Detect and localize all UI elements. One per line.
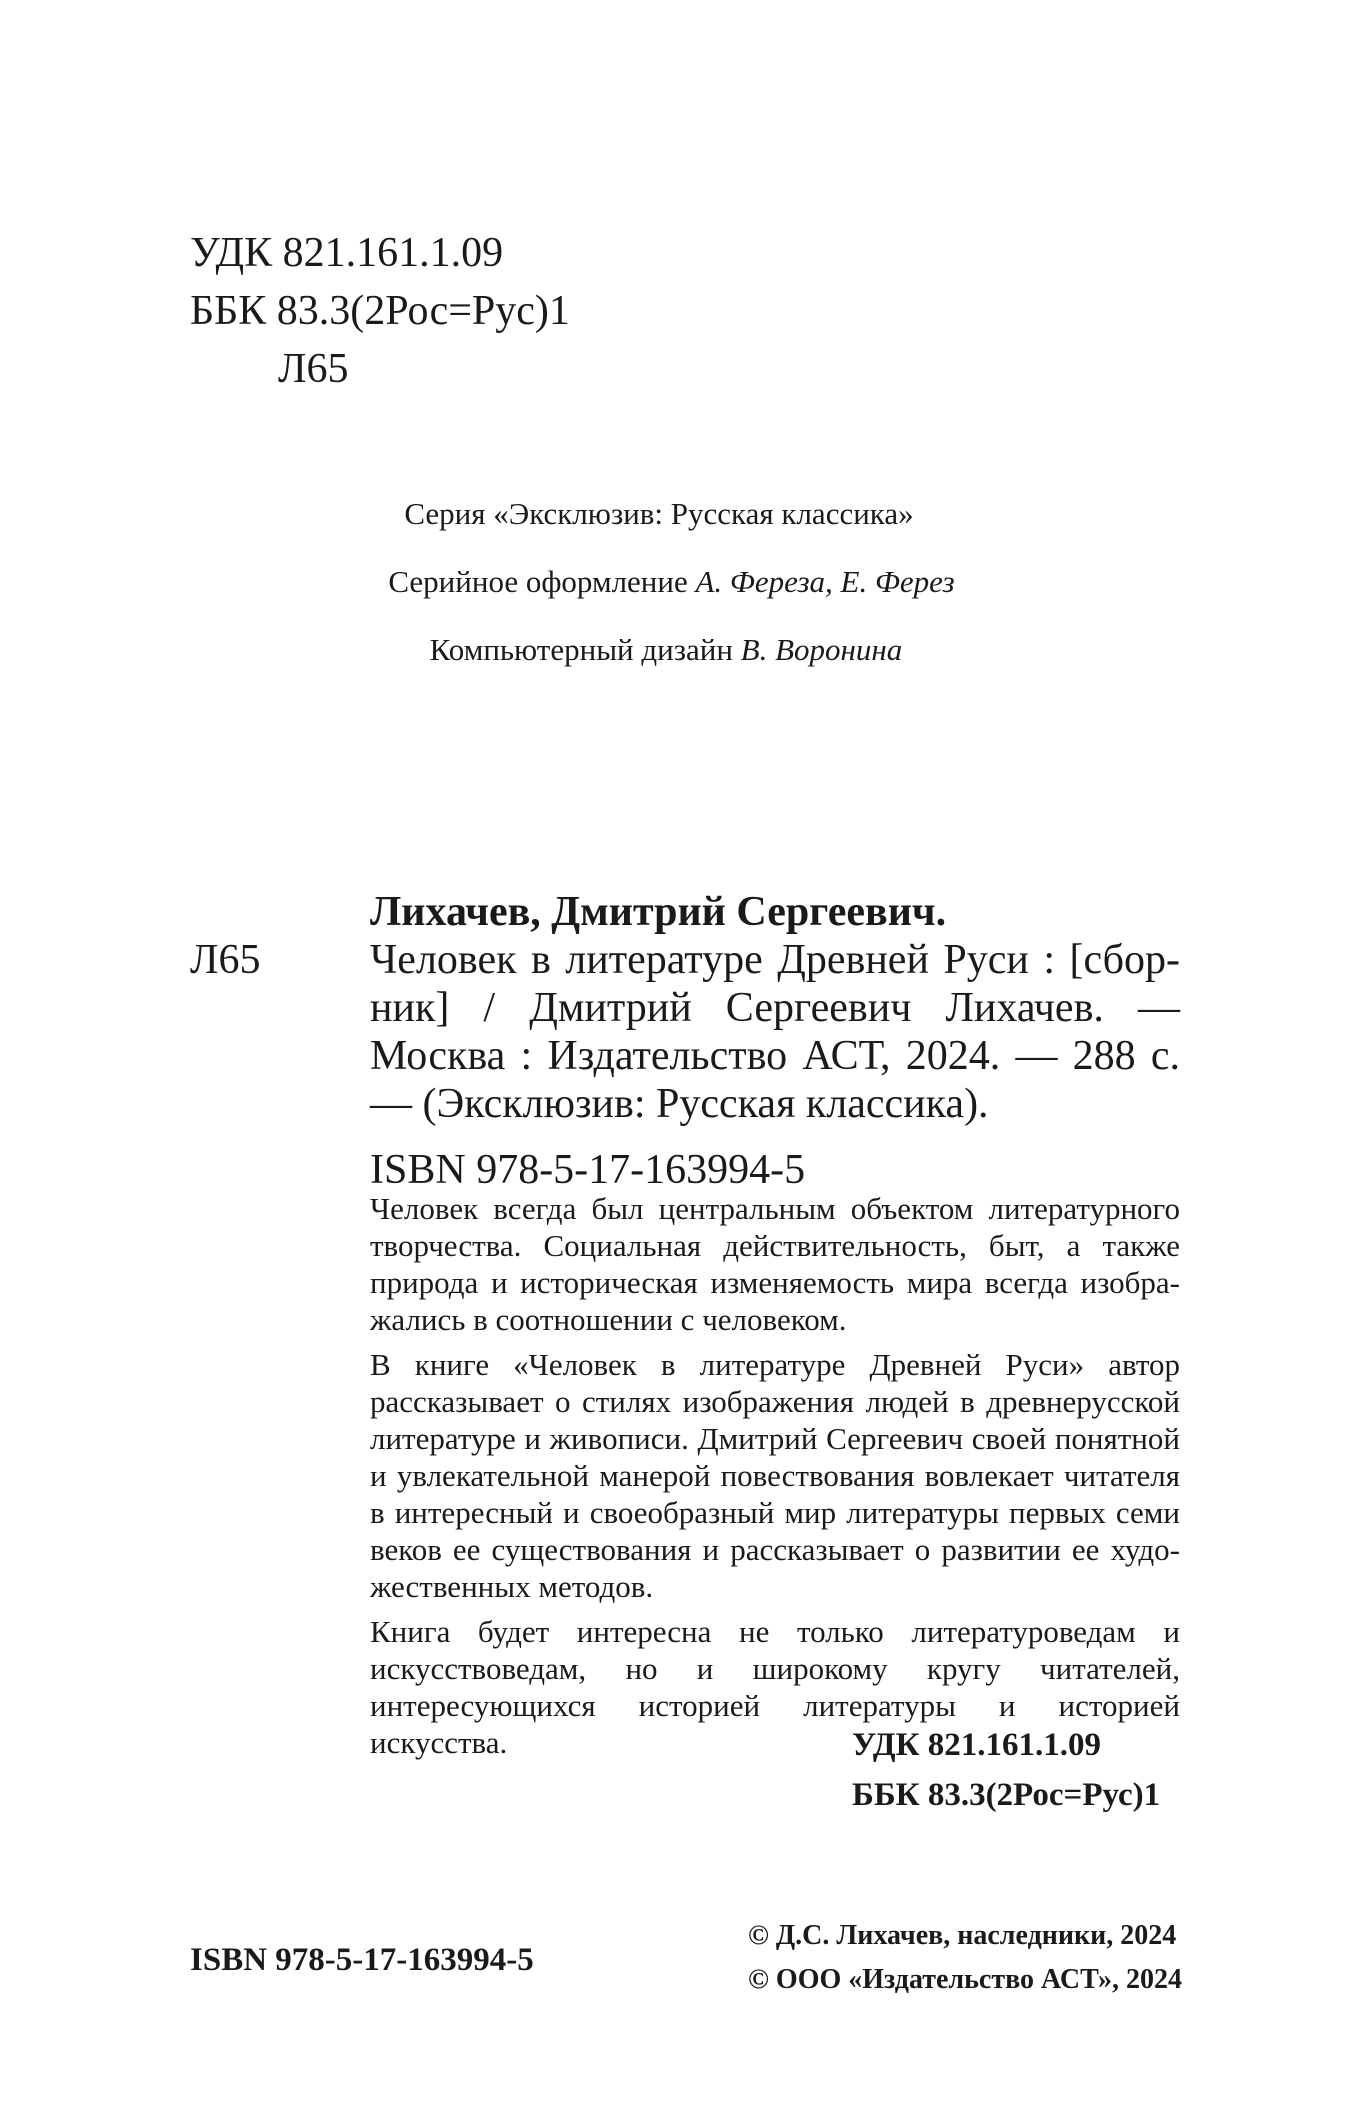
copyright-publisher: © ООО «Издательство АСТ», 2024	[748, 1964, 1183, 1995]
copyright-block	[748, 1914, 1182, 2002]
annotation-paragraph: Книга будет интересна не только литературоведам и искусствоведам, но и широкому кругу читателей, интересующихся историей литературы и историей искусства.	[370, 1614, 1180, 1760]
bbk-code: ББК 83.3(2Рос=Рус)1	[190, 288, 570, 334]
entry-isbn: ISBN 978-5-17-163994-5	[370, 1147, 806, 1193]
bottom-classification-codes	[852, 1720, 1160, 1820]
design-names: А. Фереза, Е. Ферез	[695, 564, 955, 599]
design-label: Серийное оформление	[388, 564, 688, 599]
udk-code: УДК 821.161.1.09	[190, 230, 504, 276]
annotation-paragraph: В книге «Человек в литературе Древней Руси» автор рассказывает о стилях изображения людей в древнерусской литературе и живописи. Дмитрий Сергеевич своей понятной и увлекательной манерой повествования вовлекает читателя в интересный и своеобразный мир литературы первых семи веков ее существования и рассказывает о развитии ее художественных методов.	[370, 1347, 1180, 1604]
entry-author: Лихачев, Дмитрий Сергеевич.	[370, 889, 947, 935]
series-line: Серия «Эксклюзив: Русская классика»	[404, 496, 914, 531]
entry-description: Человек в литературе Древней Руси : [сборник] / Дмитрий Сергеевич Лихачев. — Москва : Издательство АСТ, 2024. — 288 с. — (Эксклюзив: Русская классика).	[370, 937, 1180, 1127]
annotation-paragraph: Человек всегда был центральным объектом литературного творчества. Социальная действительность, быт, а также природа и историческая изменяемость мира всегда изображались в соотношении с человеком.	[370, 1191, 1180, 1337]
computer-design-label: Компьютерный дизайн	[429, 632, 733, 667]
copyright-author: © Д.С. Лихачев, наследники, 2024	[748, 1920, 1177, 1951]
computer-design-name: В. Воронина	[740, 632, 903, 667]
entry-code: Л65	[190, 937, 261, 983]
udk-code-bottom: УДК 821.161.1.09	[852, 1727, 1102, 1763]
annotation	[370, 1190, 1180, 1761]
footer-isbn: ISBN 978-5-17-163994-5	[190, 1942, 534, 1978]
computer-design-line	[0, 616, 1358, 684]
design-line	[0, 548, 1358, 616]
bibliographic-entry	[370, 888, 1180, 1194]
top-classification-codes	[190, 224, 570, 398]
bbk-code-bottom: ББК 83.3(2Рос=Рус)1	[852, 1777, 1161, 1813]
author-mark: Л65	[278, 346, 349, 392]
credits-block	[0, 480, 1358, 684]
